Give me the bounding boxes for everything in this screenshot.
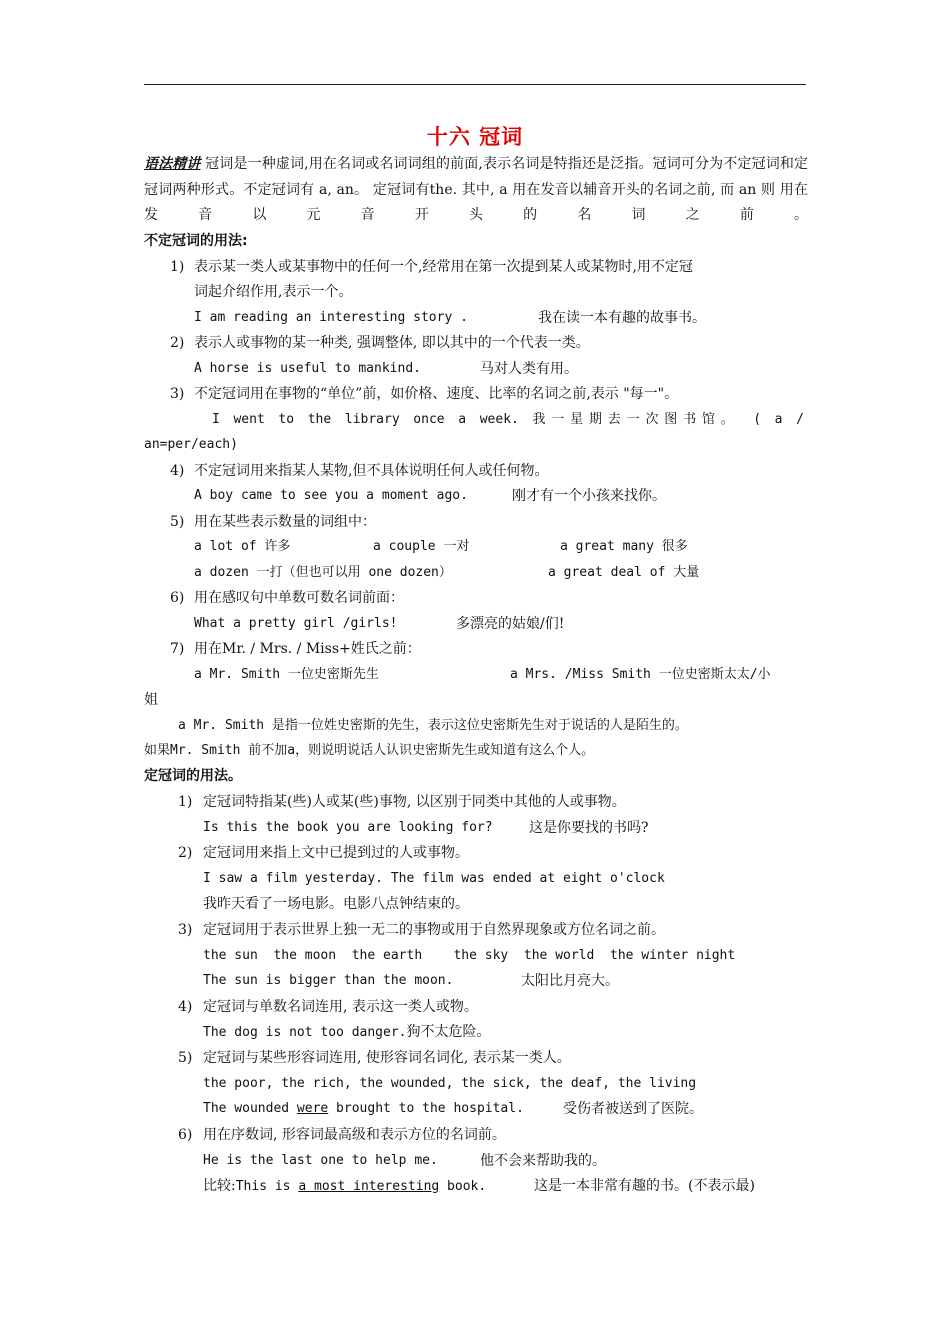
def-item-4-number: 4): [178, 999, 193, 1015]
intro-paragraph: [144, 152, 808, 229]
def-item-3-text: 定冠词用于表示世界上独一无二的事物或用于自然界现象或方位名词之前。: [203, 922, 665, 938]
def-item-5-ex-underlined: were: [296, 1101, 329, 1116]
indef-item-7-text: 用在Mr. / Mrs. / Miss+姓氏之前：: [194, 641, 421, 657]
def-item-5-text: 定冠词与某些形容词连用, 使形容词名词化, 表示某一类人。: [203, 1050, 571, 1066]
indef-item-7-example-cont: 姐: [144, 692, 158, 708]
indef-item-1-example: I am reading an interesting story .: [194, 310, 468, 325]
indef-item-7-example-a: a Mr. Smith 一位史密斯先生: [194, 667, 379, 682]
phrase-a-great-deal-of: a great deal of 大量: [548, 565, 700, 580]
indef-item-2-translation: 马对人类有用。: [480, 361, 578, 377]
def-item-2-number: 2): [178, 845, 193, 861]
indef-item-4-translation: 刚才有一个小孩来找你。: [512, 488, 666, 504]
indef-item-2-number: 2): [170, 335, 185, 351]
def-item-3-number: 3): [178, 922, 193, 938]
def-item-6-translation: 他不会来帮助我的。: [480, 1153, 606, 1169]
phrase-a-great-many: a great many 很多: [560, 539, 688, 554]
indef-item-1-translation: 我在读一本有趣的故事书。: [538, 310, 706, 326]
def-item-2-translation: 我昨天看了一场电影。电影八点钟结束的。: [203, 896, 469, 912]
def-item-6-compare: [203, 1175, 486, 1198]
def-item-5-ex-part-a: The wounded: [203, 1101, 297, 1116]
indef-item-3-example: I went to the library once a week. 我一星期去一次图书馆。 ( a /: [212, 412, 804, 427]
indef-item-6-number: 6): [170, 590, 185, 606]
indef-item-1-number: 1): [170, 259, 185, 275]
intro-lead: 语法精讲: [144, 156, 201, 172]
indef-item-1-text-cont: 词起介绍作用,表示一个。: [194, 284, 353, 300]
def-item-5-example-2: [203, 1098, 524, 1120]
indef-item-7-note: a Mr. Smith 是指一位姓史密斯的先生，表示这位史密斯先生对于说话的人是陌生的。: [178, 718, 688, 733]
indef-item-6-text: 用在感叹句中单数可数名词前面：: [194, 590, 404, 606]
def-item-5-translation: 受伤者被送到了医院。: [563, 1101, 703, 1117]
indef-item-7-example-b: a Mrs. /Miss Smith 一位史密斯太太/小: [510, 667, 771, 682]
indef-item-3-text: 不定冠词用在事物的“单位”前，如价格、速度、比率的名词之前,表示 "每一"。: [194, 386, 679, 402]
phrase-a-lot-of: a lot of 许多: [194, 539, 291, 554]
def-item-4-text: 定冠词与单数名词连用, 表示这一类人或物。: [203, 999, 478, 1015]
definite-heading: 定冠词的用法。: [144, 768, 242, 784]
def-item-4-example-line: [203, 1021, 491, 1044]
def-item-4-example: The dog is not too danger.: [203, 1025, 407, 1040]
def-item-1-number: 1): [178, 794, 193, 810]
indef-item-4-text: 不定冠词用来指某人某物,但不具体说明任何人或任何物。: [194, 463, 549, 479]
indef-item-5-number: 5): [170, 514, 185, 530]
intro-text: 冠词是一种虚词,用在名词或名词词组的前面,表示名词是特指还是泛指。冠词可分为不定冠词和定冠词两种形式。不定冠词有 a, an。 定冠词有the. 其中, a 用在发音以辅音开头的名词之前, 而 an 则 用在发音以元音开头的名词之前。: [144, 156, 808, 223]
indef-item-2-text: 表示人或事物的某一种类, 强调整体, 即以其中的一个代表一类。: [194, 335, 590, 351]
def-item-5-ex-part-c: brought to the hospital.: [328, 1101, 524, 1116]
def-item-3-example: the sun the moon the earth the sky the world the winter night: [203, 948, 736, 963]
indef-item-1-text: 表示某一类人或某事物中的任何一个,经常用在第一次提到某人或某物时,用不定冠: [194, 259, 693, 275]
indef-item-3-number: 3): [170, 386, 185, 402]
def-item-6-text: 用在序数词, 形容词最高级和表示方位的名词前。: [203, 1127, 506, 1143]
indef-item-6-example: What a pretty girl /girls!: [194, 616, 398, 631]
def-item-1-text: 定冠词特指某(些)人或某(些)事物, 以区别于同类中其他的人或事物。: [203, 794, 626, 810]
def-item-6-example: He is the last one to help me.: [203, 1153, 438, 1168]
indefinite-heading: 不定冠词的用法:: [144, 233, 248, 249]
compare-part-a: This is: [235, 1179, 299, 1194]
phrase-a-couple: a couple 一对: [373, 539, 470, 554]
indef-item-4-example: A boy came to see you a moment ago.: [194, 488, 468, 503]
compare-underlined: a most interesting: [298, 1179, 440, 1194]
def-item-6-number: 6): [178, 1127, 193, 1143]
indef-item-5-text: 用在某些表示数量的词组中：: [194, 514, 376, 530]
def-item-3-translation: 太阳比月亮大。: [521, 973, 619, 989]
page-title: 十六 冠词: [426, 125, 524, 149]
indef-item-7-number: 7): [170, 641, 185, 657]
def-item-3-example-2: The sun is bigger than the moon.: [203, 973, 454, 988]
header-rule: [144, 84, 806, 85]
def-item-5-example: the poor, the rich, the wounded, the sick, the deaf, the living: [203, 1076, 697, 1091]
def-item-2-text: 定冠词用来指上文中已提到过的人或事物。: [203, 845, 469, 861]
def-item-2-example: I saw a film yesterday. The film was ended at eight o'clock: [203, 871, 665, 886]
def-item-4-translation: 狗不太危险。: [406, 1024, 491, 1040]
indef-item-2-example: A horse is useful to mankind.: [194, 361, 421, 376]
indef-item-7-note-cont: 如果Mr. Smith 前不加a，则说明说话人认识史密斯先生或知道有这么个人。: [144, 743, 595, 758]
indef-item-6-translation: 多漂亮的姑娘/们!: [456, 616, 565, 632]
compare-part-c: book.: [439, 1179, 487, 1194]
compare-label: 比较:: [203, 1178, 236, 1194]
def-item-5-number: 5): [178, 1050, 193, 1066]
def-item-1-translation: 这是你要找的书吗?: [529, 820, 649, 836]
def-item-1-example: Is this the book you are looking for?: [203, 820, 493, 835]
phrase-a-dozen: a dozen 一打（但也可以用 one dozen）: [194, 565, 452, 580]
indef-item-4-number: 4): [170, 463, 185, 479]
indef-item-3-example-cont: an=per/each): [144, 437, 238, 452]
def-item-6-compare-translation: 这是一本非常有趣的书。(不表示最): [534, 1178, 755, 1194]
